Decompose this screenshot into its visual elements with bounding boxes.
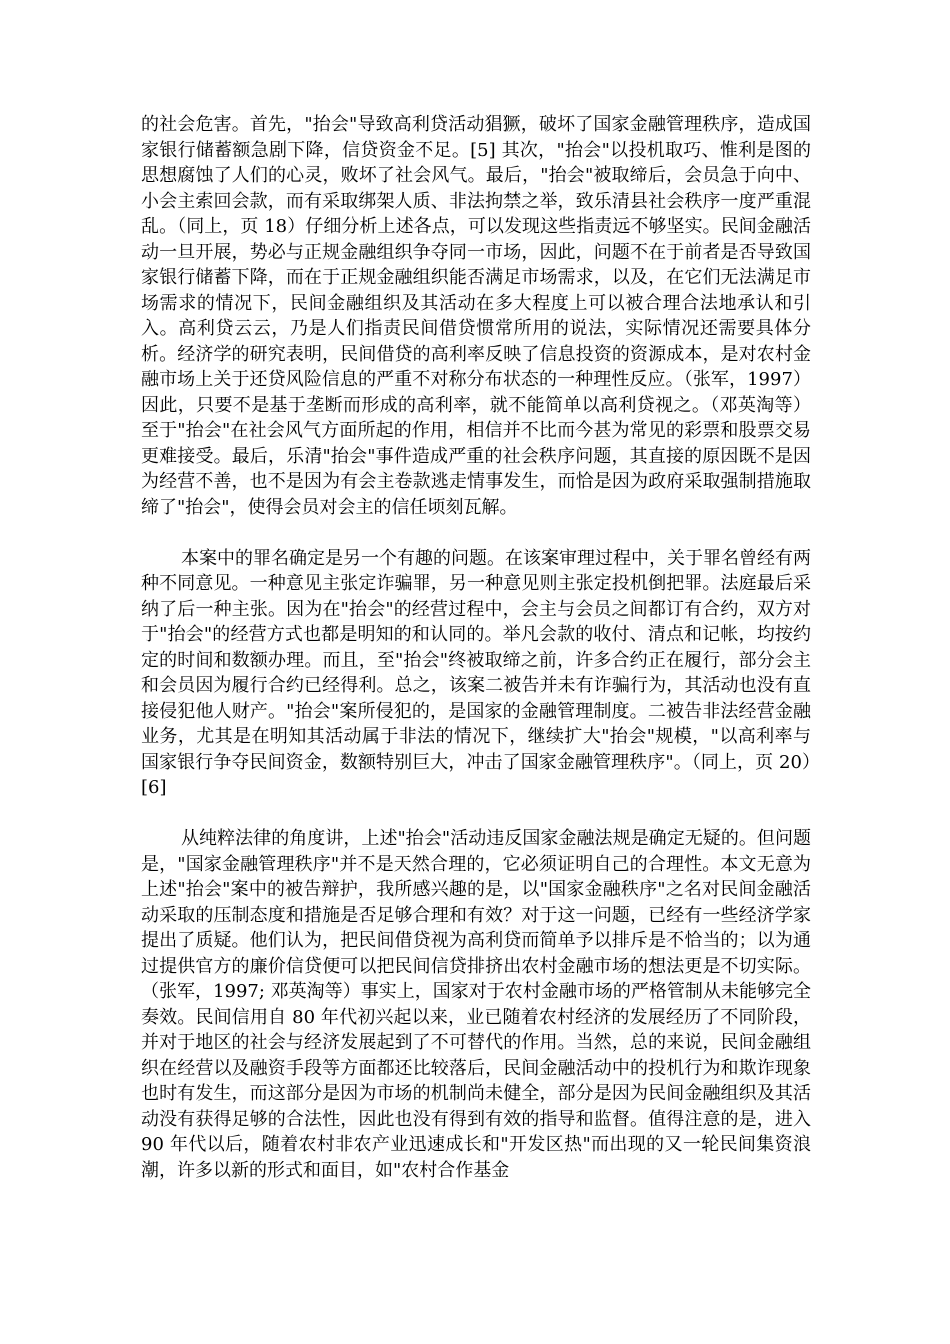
document-body (141, 112, 811, 1183)
paragraph-2: 本案中的罪名确定是另一个有趣的问题。在该案审理过程中，关于罪名曾经有两种不同意见。一种意见主张定诈骗罪，另一种意见则主张定投机倒把罪。法庭最后采纳了后一种主张。因为在"抬会"的经营过程中，会主与会员之间都订有合约，双方对于"抬会"的经营方式也都是明知的和认同的。举凡会款的收付、清点和记帐，均按约定的时间和数额办理。而且，至"抬会"终被取缔之前，许多合约正在履行，部分会主和会员因为履行合约已经得利。总之，该案二被告并未有诈骗行为，其活动也没有直接侵犯他人财产。"抬会"案所侵犯的，是国家的金融管理制度。二被告非法经营金融业务，尤其是在明知其活动属于非法的情况下，继续扩大"抬会"规模，"以高利率与国家银行争夺民间资金，数额特别巨大，冲击了国家金融管理秩序"。（同上，页 20）[6] (141, 547, 811, 798)
paragraph-gap (141, 520, 811, 546)
paragraph-gap (141, 801, 811, 827)
paragraph-1: 的社会危害。首先，"抬会"导致高利贷活动猖獗，破坏了国家金融管理秩序，造成国家银行储蓄额急剧下降，信贷资金不足。[5] 其次，"抬会"以投机取巧、惟利是图的思想腐蚀了人们的心灵，败坏了社会风气。最后，"抬会"被取缔后，会员急于向中、小会主索回会款，而有采取绑架人质、非法拘禁之举，致乐清县社会秩序一度严重混乱。（同上，页 18）仔细分析上述各点，可以发现这些指责远不够坚实。民间金融活动一旦开展，势必与正规金融组织争夺同一市场，因此，问题不在于前者是否导致国家银行储蓄下降，而在于正规金融组织能否满足市场需求，以及，在它们无法满足市场需求的情况下，民间金融组织及其活动在多大程度上可以被合理合法地承认和引入。高利贷云云，乃是人们指责民间借贷惯常所用的说法，实际情况还需要具体分析。经济学的研究表明，民间借贷的高利率反映了信息投资的资源成本，是对农村金融市场上关于还贷风险信息的严重不对称分布状态的一种理性反应。（张军，1997）因此，只要不是基于垄断而形成的高利率，就不能简单以高利贷视之。（邓英淘等）至于"抬会"在社会风气方面所起的作用，相信并不比而今甚为常见的彩票和股票交易更难接受。最后，乐清"抬会"事件造成严重的社会秩序问题，其直接的原因既不是因为经营不善，也不是因为有会主卷款逃走情事发生，而恰是因为政府采取强制措施取缔了"抬会"，使得会员对会主的信任顷刻瓦解。 (141, 114, 811, 518)
paragraph-3: 从纯粹法律的角度讲，上述"抬会"活动违反国家金融法规是确定无疑的。但问题是，"国家金融管理秩序"并不是天然合理的，它必须证明自己的合理性。本文无意为上述"抬会"案中的被告辩护，我所感兴趣的是，以"国家金融秩序"之名对民间金融活动采取的压制态度和措施是否足够合理和有效？对于这一问题，已经有一些经济学家提出了质疑。他们认为，把民间借贷视为高利贷而简单予以排斥是不恰当的；以为通过提供官方的廉价信贷便可以把民间信贷排挤出农村金融市场的想法更是不切实际。（张军，1997; 邓英淘等）事实上，国家对于农村金融市场的严格管制从未能够完全奏效。民间信用自 80 年代初兴起以来，业已随着农村经济的发展经历了不同阶段，并对于地区的社会与经济发展起到了不可替代的作用。当然，总的来说，民间金融组织在经营以及融资手段等方面都还比较落后，民间金融活动中的投机行为和欺诈现象也时有发生，而这部分是因为市场的机制尚未健全，部分是因为民间金融组织及其活动没有获得足够的合法性，因此也没有得到有效的指导和监督。值得注意的是，进入 90 年代以后，随着农村非农产业迅速成长和"开发区热"而出现的又一轮民间集资浪潮，许多以新的形式和面目，如"农村合作基金 (141, 828, 811, 1181)
